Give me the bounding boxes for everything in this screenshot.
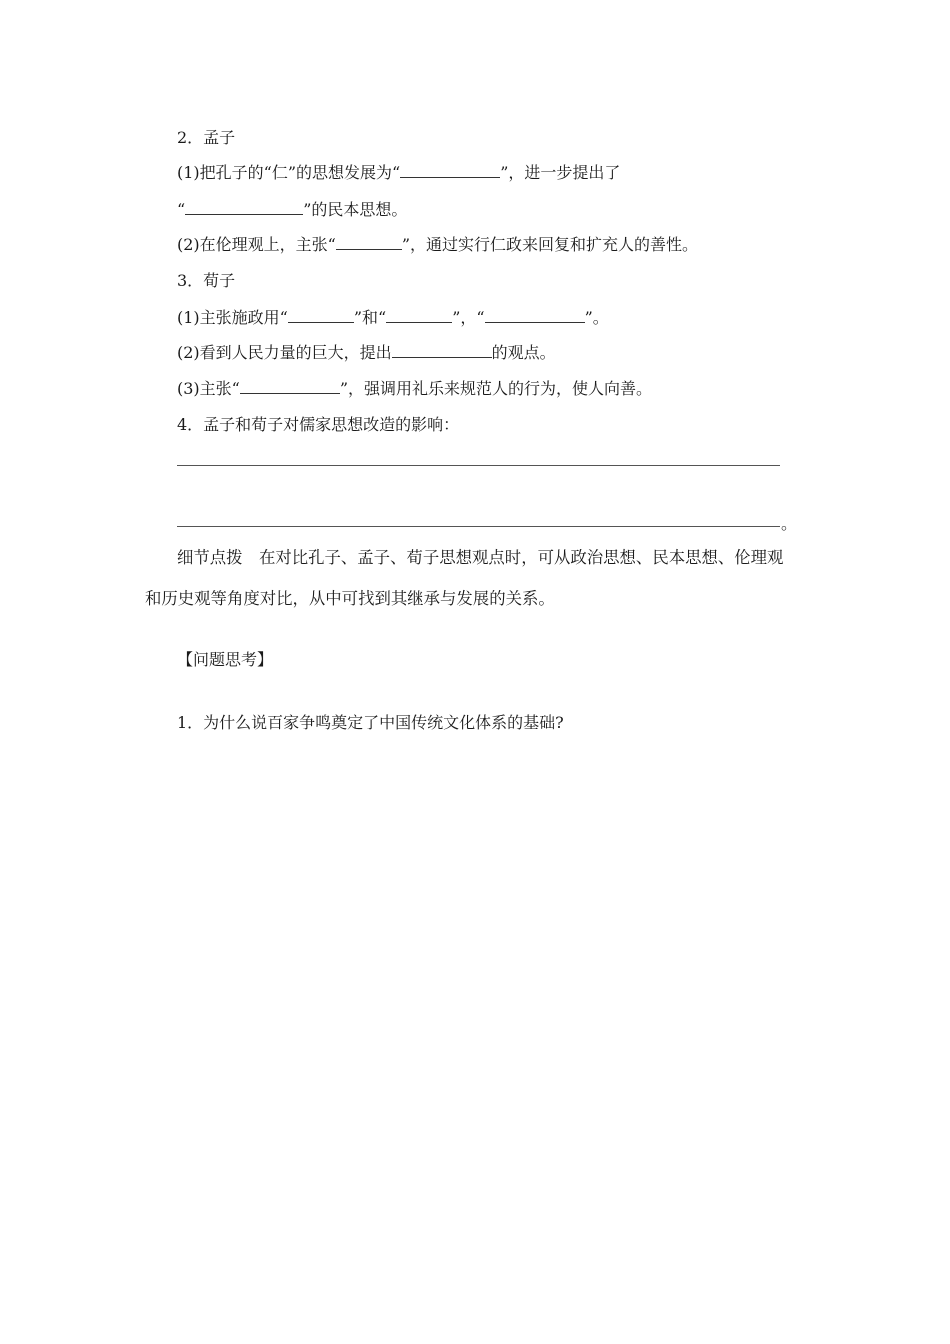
section2-item1: (1)把孔子的“仁”的思想发展为“ ”，进一步提出了	[177, 163, 621, 182]
answer-line-1[interactable]	[177, 465, 780, 466]
blank-5[interactable]	[386, 308, 452, 323]
blank-4[interactable]	[288, 308, 354, 323]
section3-item3: (3)主张“ ”，强调用礼乐来规范人的行为，使人向善。	[177, 379, 653, 398]
blank-2[interactable]	[185, 200, 303, 215]
blank-1[interactable]	[400, 163, 500, 178]
tip-line-2: 和历史观等角度对比，从中可找到其继承与发展的关系。	[145, 589, 555, 608]
section2-item2: (2)在伦理观上，主张“ ”，通过实行仁政来回复和扩充人的善性。	[177, 235, 699, 254]
section2-item1-cont: “ ”的民本思想。	[177, 200, 408, 219]
section4-heading: 4．孟子和荀子对儒家思想改造的影响：	[177, 415, 460, 434]
section3-item2: (2)看到人民力量的巨大，提出 的观点。	[177, 343, 556, 362]
answer-end-mark: 。	[781, 514, 798, 533]
section2-heading: 2．孟子	[177, 128, 236, 147]
blank-7[interactable]	[392, 343, 492, 358]
section3-item1: (1)主张施政用“ ”和“ ”，“ ”。	[177, 308, 609, 327]
section3-heading: 3．荀子	[177, 271, 236, 290]
blank-8[interactable]	[240, 379, 340, 394]
tip-line-1: 细节点拨 在对比孔子、孟子、荀子思想观点时，可从政治思想、民本思想、伦理观	[177, 548, 784, 567]
answer-line-2[interactable]	[177, 526, 780, 527]
question-section-title: 【问题思考】	[177, 650, 274, 669]
question-1: 1．为什么说百家争鸣奠定了中国传统文化体系的基础?	[177, 713, 564, 732]
blank-3[interactable]	[336, 235, 402, 250]
blank-6[interactable]	[485, 308, 585, 323]
